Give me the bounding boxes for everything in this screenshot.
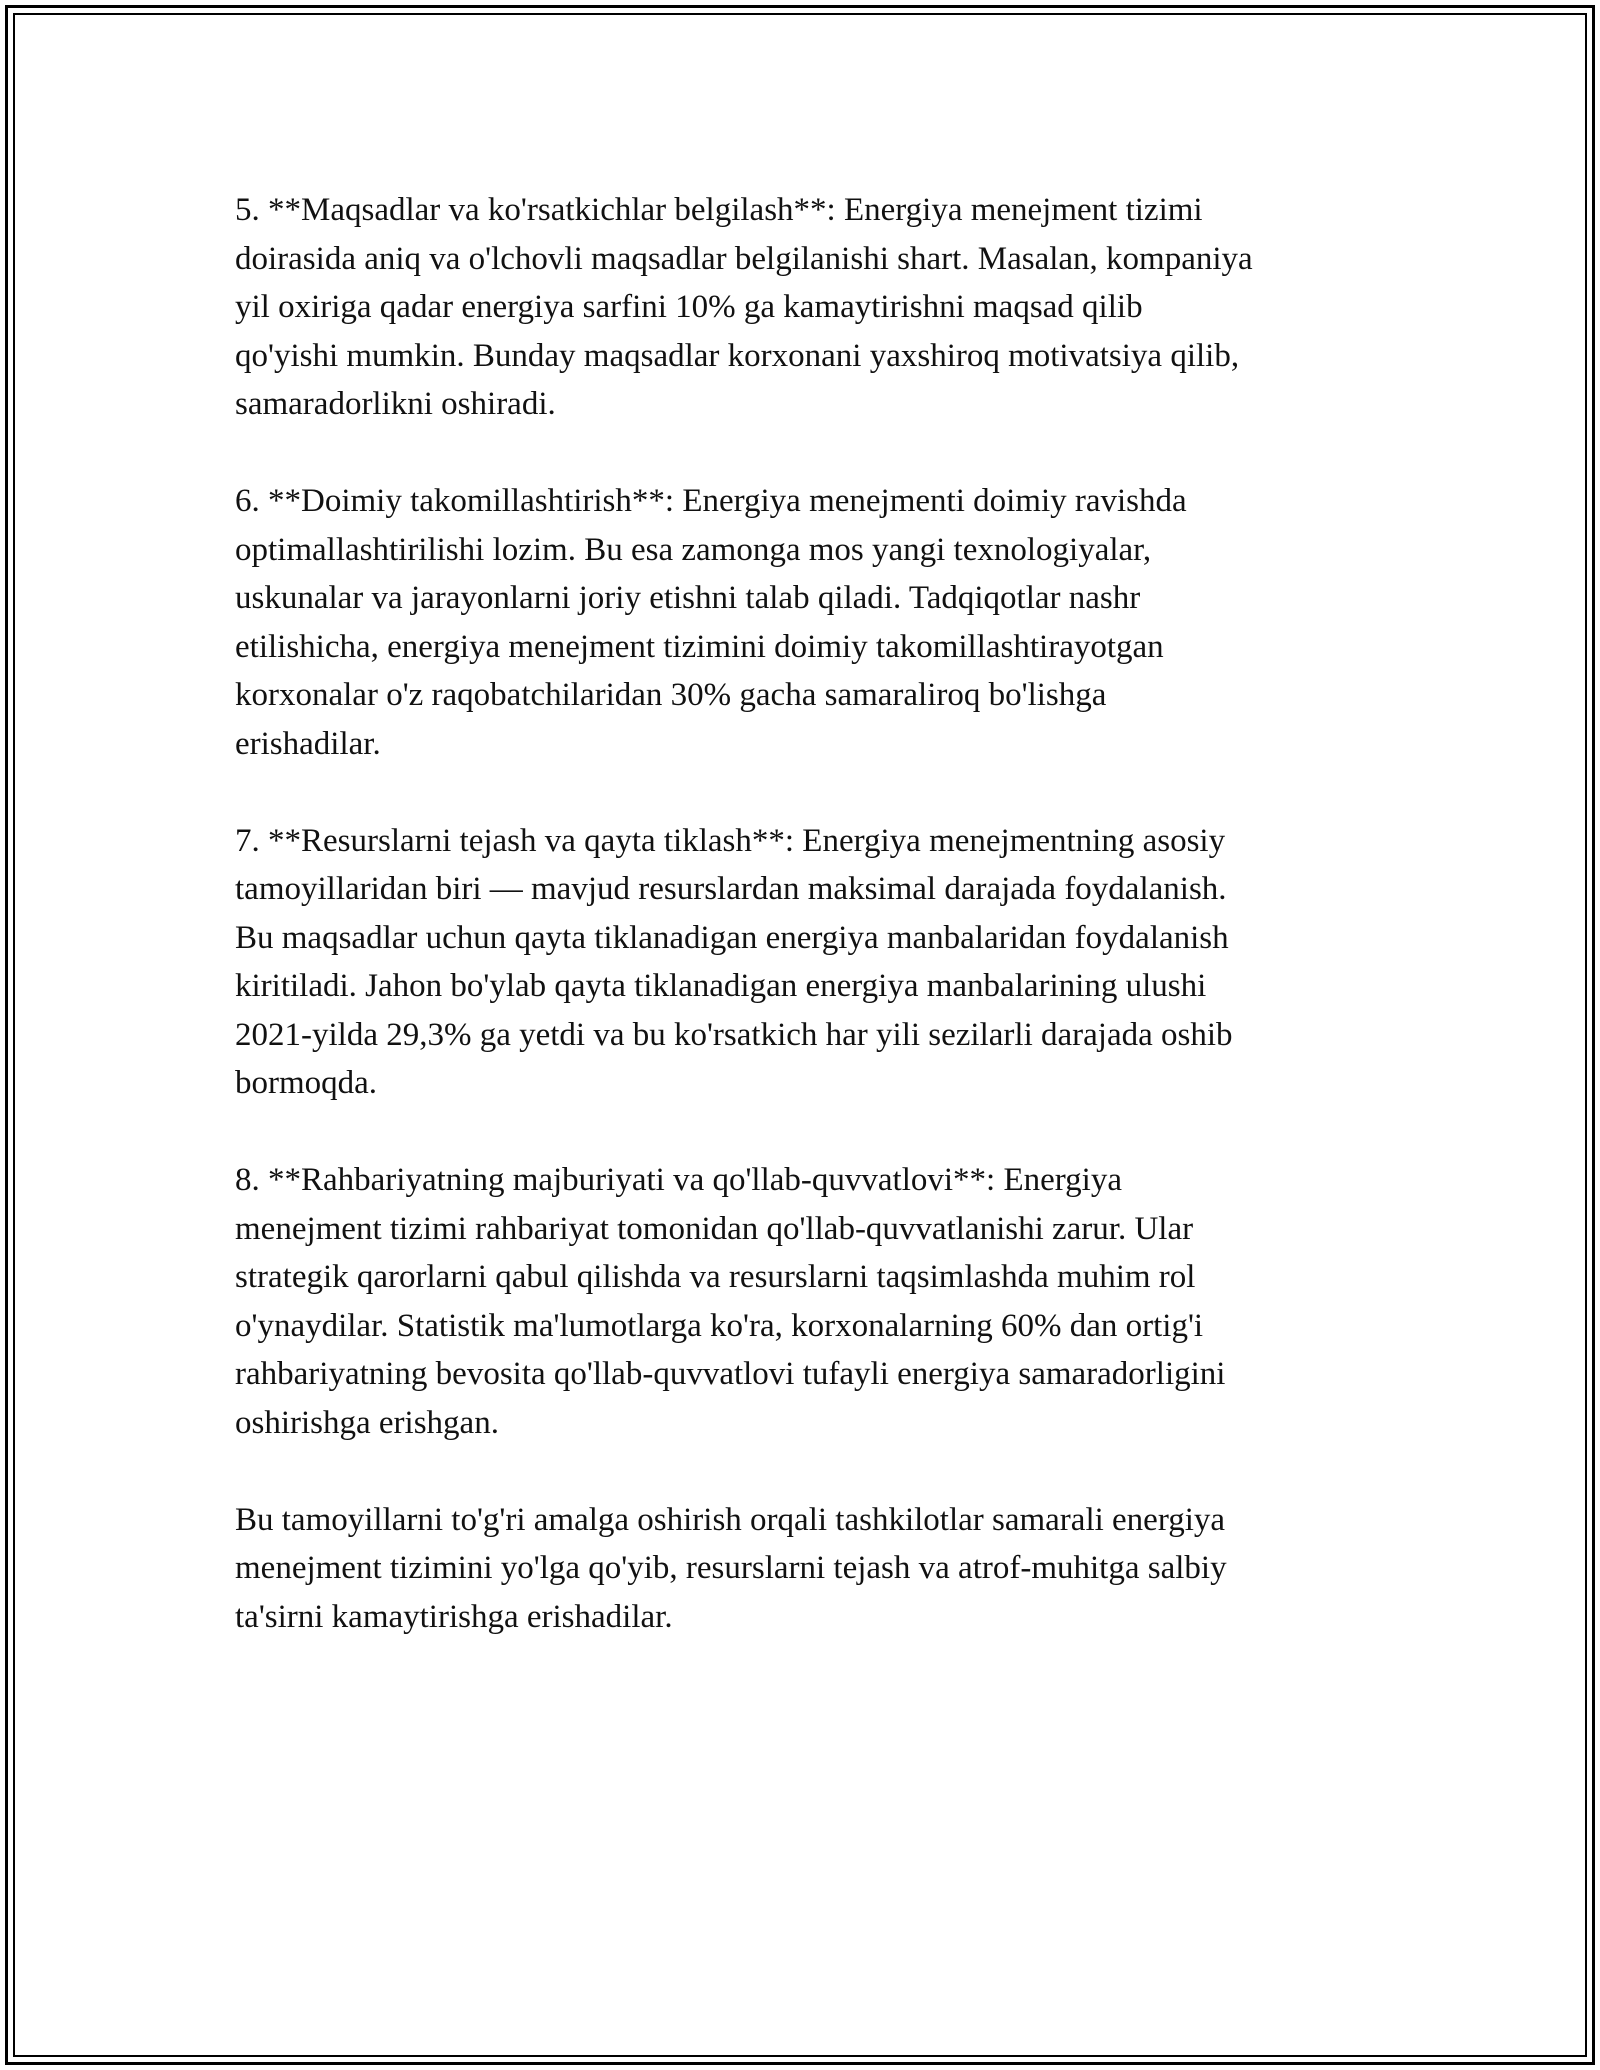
text-line: yil oxiriga qadar energiya sarfini 10% ga kamaytirishni maqsad qilib — [235, 289, 1143, 325]
paragraph-item-6 — [235, 477, 1375, 768]
text-line: menejment tizimi rahbariyat tomonidan qo'llab-quvvatlanishi zarur. Ular — [235, 1210, 1194, 1247]
paragraph-item-5 — [235, 186, 1375, 429]
text-line: ta'sirni kamaytirishga erishadilar. — [235, 1598, 673, 1635]
text-line: kiritiladi. Jahon bo'ylab qayta tiklanadigan energiya manbalarining ulushi — [235, 968, 1207, 1004]
text-line: optimallashtirilishi lozim. Bu esa zamonga mos yangi texnologiyalar, — [235, 531, 1152, 568]
text-line: Bu maqsadlar uchun qayta tiklanadigan energiya manbalaridan foydalanish — [235, 919, 1229, 956]
text-line: uskunalar va jarayonlarni joriy etishni talab qiladi. Tadqiqotlar nashr — [235, 580, 1141, 616]
text-line: Bu tamoyillarni to'g'ri amalga oshirish orqali tashkilotlar samarali energiya — [235, 1501, 1226, 1538]
paragraph-item-8 — [235, 1156, 1375, 1447]
paragraph-conclusion — [235, 1496, 1375, 1642]
document-body — [235, 186, 1375, 1690]
text-line: tamoyillaridan biri — mavjud resurslardan maksimal darajada foydalanish. — [235, 871, 1227, 907]
text-line: erishadilar. — [235, 725, 381, 762]
text-line: oshirishga erishgan. — [235, 1404, 499, 1441]
text-line: 7. **Resurslarni tejash va qayta tiklash**: Energiya menejmentning asosiy — [235, 822, 1226, 859]
text-line: menejment tizimini yo'lga qo'yib, resurslarni tejash va atrof-muhitga salbiy — [235, 1550, 1227, 1586]
text-line: strategik qarorlarni qabul qilishda va resurslarni taqsimlashda muhim rol — [235, 1259, 1196, 1295]
text-line: rahbariyatning bevosita qo'llab-quvvatlovi tufayli energiya samaradorligini — [235, 1356, 1226, 1392]
text-line: qo'yishi mumkin. Bunday maqsadlar korxonani yaxshiroq motivatsiya qilib, — [235, 337, 1240, 374]
text-line: bormoqda. — [235, 1065, 378, 1101]
text-line: o'ynaydilar. Statistik ma'lumotlarga ko'ra, korxonalarning 60% dan ortig'i — [235, 1307, 1204, 1344]
text-line: doirasida aniq va o'lchovli maqsadlar belgilanishi shart. Masalan, kompaniya — [235, 240, 1253, 277]
paragraph-item-7 — [235, 817, 1375, 1108]
text-line: 6. **Doimiy takomillashtirish**: Energiya menejmenti doimiy ravishda — [235, 483, 1187, 519]
text-line: 2021-yilda 29,3% ga yetdi va bu ko'rsatkich har yili sezilarli darajada oshib — [235, 1016, 1233, 1053]
text-line: korxonalar o'z raqobatchilaridan 30% gacha samaraliroq bo'lishga — [235, 677, 1107, 713]
text-line: etilishicha, energiya menejment tizimini doimiy takomillashtirayotgan — [235, 628, 1164, 665]
text-line: samaradorlikni oshiradi. — [235, 386, 556, 422]
text-line: 5. **Maqsadlar va ko'rsatkichlar belgilash**: Energiya menejment tizimi — [235, 192, 1203, 228]
text-line: 8. **Rahbariyatning majburiyati va qo'llab-quvvatlovi**: Energiya — [235, 1162, 1122, 1198]
